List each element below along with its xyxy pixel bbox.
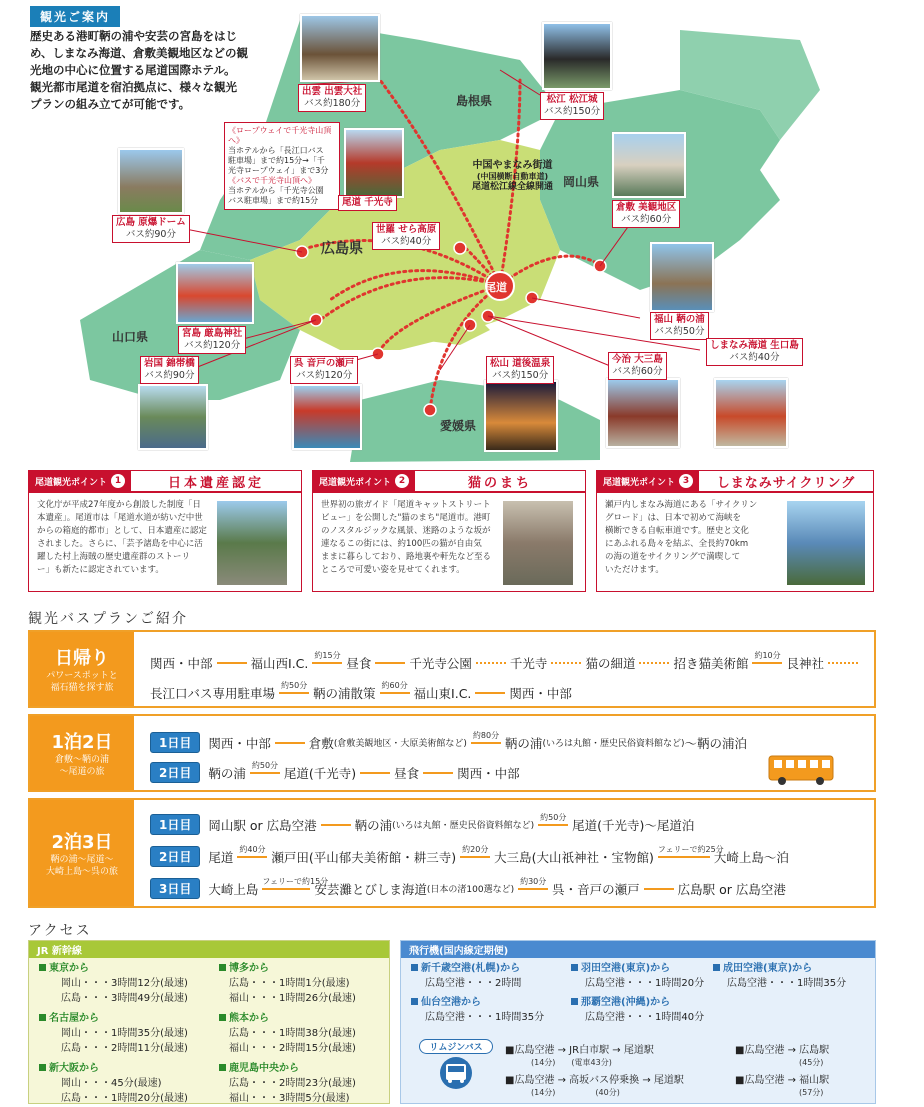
point-card-2: 尾道観光ポイント 2 猫のまち 世界初の旅ガイド「尾道キャットストリート ビュー」を公開した"猫のまち"尾道市。港町 のノスタルジックな風景、迷路のような坂が 連なるこの街には、約100匹の猫が自由気 ままに暮らしており、路地裏や軒先など至る ところで可愛い姿を見せてくれます。: [312, 470, 586, 592]
photo-izumo-taisha: [300, 14, 380, 82]
spot-sera: 世羅 せら高原 バス約40分: [372, 222, 440, 250]
plan-daytrip: 日帰り パワースポットと 福石猫を探す旅 関西・中部 福山西I.C. 約15分 昼食 千光寺公園 千光寺 猫の細道 招き猫美術館 約10分 艮神社 長江口バス専用駐車場 約50分 鞆の浦散策 約60分 福山東I.C. 関西・中部: [28, 630, 876, 708]
plan-2nights: 2泊3日 鞆の浦〜尾道〜 大崎上島〜呉の旅 1日目 岡山駅 or 広島空港 鞆の浦 (いろは丸館・歴史民俗資料館など) 約50分 尾道(千光寺)〜尾道泊 2日目 尾道 約40分 瀬戸田(平山郁夫美術館・耕三寺) 約20分 大三島(大山祇神社・宝物館) フェリーで約25分 大崎上島〜泊 3日目 大崎上島 フェリーで約15分 安芸灘とびしま海道 (日本の渚100選など) 約30分 呉・音戸の瀬戸 広島駅 or 広島空港: [28, 798, 876, 908]
photo-senkoji: [344, 128, 404, 198]
plans-title: 観光バスプランご紹介: [28, 611, 188, 627]
photo-cat: [503, 501, 573, 585]
photo-nihon-isan: [217, 501, 287, 585]
limo-badge: リムジンバス: [419, 1039, 493, 1094]
spot-miyajima: 宮島 厳島神社 バス約120分: [178, 326, 246, 354]
pref-okayama: 岡山県: [563, 175, 600, 189]
spot-dogo: 松山 道後温泉 バス約150分: [486, 356, 554, 384]
spot-genbaku: 広島 原爆ドーム バス約90分: [112, 215, 190, 243]
intro-text: 歴史ある港町鞆の浦や安芸の宮島をはじ め、しまなみ海道、倉敷美観地区などの観 光地の中心に位置する尾道国際ホテル。 観光都市尾道を宿泊拠点に、様々な観光 プランの組み立てが可能です。: [30, 29, 249, 111]
route-note: 中国やまなみ街道 (中国横断自動車道) 尾道松江線全線開通: [472, 160, 554, 192]
section-tag: 観光ご案内: [30, 6, 120, 27]
photo-ikuchijima: [714, 378, 788, 448]
spot-ondo: 呉 音戸の瀬戸 バス約120分: [290, 356, 358, 384]
photo-cycling: [787, 501, 865, 585]
point-card-3: 尾道観光ポイント 3 しまなみサイクリング 瀬戸内しまなみ海道にある「サイクリン グロード」は、日本で初めて海峡を 横断できる自転車道です。歴史と文化 にあふれる島々を結ぶ、全長約70km の海の道をサイクリングで満喫して いただけます。: [596, 470, 874, 592]
access-title: アクセス: [28, 923, 92, 939]
photo-atomic-dome: [118, 148, 184, 214]
onomichi-center: 尾道: [485, 281, 507, 294]
spot-omishima: 今治 大三島 バス約60分: [608, 352, 667, 380]
spot-matsue: 松江 松江城 バス約150分: [540, 92, 604, 120]
photo-kurashiki: [612, 132, 686, 198]
photo-omishima: [606, 378, 680, 448]
plan-1night: 1泊2日 倉敷〜鞆の浦 〜尾道の旅 1日目 関西・中部 倉敷 (倉敷美観地区・大原美術館など) 約80分 鞆の浦 (いろは丸館・歴史民俗資料館など) 〜鞆の浦泊 2日目 鞆の浦 約50分 尾道(千光寺) 昼食 関西・中部: [28, 714, 876, 792]
photo-tomonoura: [650, 242, 714, 312]
pref-hiroshima: 広島県: [321, 241, 363, 257]
spot-senkoji: 尾道 千光寺: [338, 195, 397, 211]
spot-ikuchijima: しまなみ海道 生口島 バス約40分: [706, 338, 803, 366]
pref-ehime: 愛媛県: [440, 419, 477, 433]
spot-tomonoura: 福山 鞆の浦 バス約50分: [650, 312, 709, 340]
spot-iwakuni: 岩国 錦帯橋 バス約90分: [140, 356, 199, 384]
access-air: 飛行機(国内線定期便) 新千歳空港(札幌)から 広島空港・・・2時間 仙台空港から 広島空港・・・1時間35分 羽田空港(東京)から 広島空港・・・1時間20分 那覇空港(沖縄)から 広島空港・・・1時間40分 成田空港(東京)から 広島空港・・・1時間35分 リムジンバス ■広島空港 → JR白市駅 → 尾道駅 (14分) (電車43分) ■広島空港 → 高坂バス停乗換 → 尾道駅 (14分) (40分) ■広島空港 → 広島駅 (45分) ■広島空港 → 福山駅 (57分): [400, 940, 876, 1104]
bus-icon: [768, 754, 836, 786]
pref-shimane: 島根県: [456, 94, 493, 108]
photo-matsue-castle: [542, 22, 612, 90]
photo-dogo: [484, 380, 558, 452]
photo-ondo: [292, 384, 362, 450]
spot-kurashiki: 倉敷 美観地区 バス約60分: [612, 200, 680, 228]
spot-izumo: 出雲 出雲大社 バス約180分: [298, 84, 366, 112]
pref-yamaguchi: 山口県: [112, 330, 149, 344]
limo-bus-icon: [436, 1056, 476, 1090]
ropeway-note: 《ロープウェイで千光寺山頂へ》 当ホテルから「長江口バス 駐車場」まで約15分→「千 光寺ロープウェイ」まで3分 《バスで千光寺山頂へ》 当ホテルから「千光寺公園 バス駐車場」まで約15分: [224, 122, 340, 210]
point-card-1: 尾道観光ポイント 1 日本遺産認定 文化庁が平成27年度から創設した制度「日 本遺産」。尾道市は「尾道水道が紡いだ中世 からの箱庭的都市」として、日本遺産に認定 されました。さらに、「芸予諸島を中心に活 躍した村上海賊の歴史遺産群のストーリ ー」も新たに認定されています。: [28, 470, 302, 592]
access-jr: JR 新幹線 東京から 岡山・・・3時間12分(最速) 広島・・・3時間49分(最速) 名古屋から 岡山・・・1時間35分(最速) 広島・・・2時間11分(最速) 新大阪から 岡山・・・45分(最速) 広島・・・1時間20分(最速) 博多から 広島・・・1時間1分(最速) 福山・・・1時間26分(最速) 熊本から 広島・・・1時間38分(最速) 福山・・・2時間15分(最速) 鹿児島中央から 広島・・・2時間23分(最速) 福山・・・3時間5分(最速): [28, 940, 390, 1104]
photo-kintaikyo: [138, 384, 208, 450]
photo-itsukushima: [176, 262, 254, 324]
